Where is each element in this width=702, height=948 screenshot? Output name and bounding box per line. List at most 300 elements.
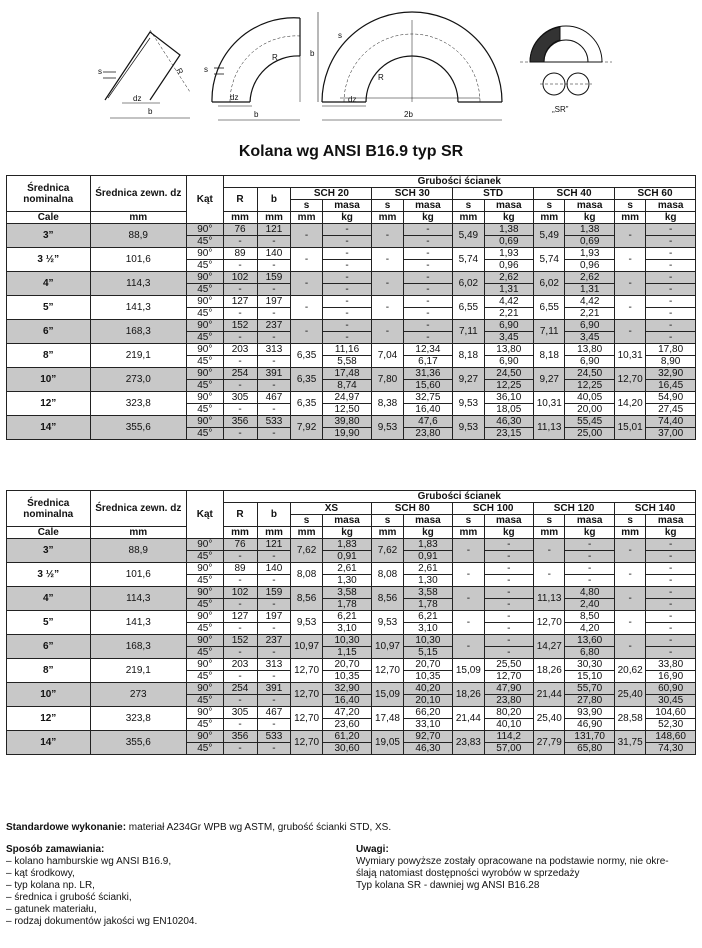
r-value-45: - <box>223 332 257 344</box>
b-value-45: - <box>257 575 291 587</box>
angle-90: 90° <box>187 272 224 284</box>
wall-s: 14,27 <box>534 635 565 659</box>
mass-45: 12,70 <box>484 671 534 683</box>
b-value-45: - <box>257 260 291 272</box>
wall-s: 12,70 <box>534 611 565 635</box>
header-masa: masa <box>403 200 453 212</box>
header-r: R <box>223 188 257 212</box>
mass-45: 16,45 <box>646 380 696 392</box>
outer-diameter: 355,6 <box>90 416 187 440</box>
wall-s: 6,55 <box>453 296 484 320</box>
mass-45: 4,20 <box>565 623 615 635</box>
mass-45: 18,05 <box>484 404 534 416</box>
table-row <box>7 248 696 260</box>
b-value-45: - <box>257 284 291 296</box>
mass-45: 1,15 <box>322 647 372 659</box>
wall-s: 6,35 <box>291 368 322 392</box>
mass-90: 3,58 <box>322 587 372 599</box>
mass-90: 4,80 <box>565 587 615 599</box>
unit-kg: kg <box>403 212 453 224</box>
wall-s: - <box>291 320 322 344</box>
mass-90: - <box>484 635 534 647</box>
mass-90: 60,90 <box>646 683 696 695</box>
mass-45: 2,40 <box>565 599 615 611</box>
mass-90: 80,20 <box>484 707 534 719</box>
header-schedule: SCH 100 <box>453 503 534 515</box>
remarks-line: ślają natomiast dostępności wyrobów w sprzedaży <box>356 868 580 879</box>
wall-s: 12,70 <box>291 707 322 731</box>
remarks-section <box>356 844 696 928</box>
mass-90: - <box>484 587 534 599</box>
sr-section-drawing <box>520 26 612 114</box>
spec-table-1 <box>6 175 696 440</box>
angle-90: 90° <box>187 731 224 743</box>
mass-90: 4,42 <box>565 296 615 308</box>
mass-45: 20,00 <box>565 404 615 416</box>
mass-90: - <box>484 563 534 575</box>
angle-45: 45° <box>187 695 224 707</box>
mass-90: 12,34 <box>403 344 453 356</box>
wall-s: - <box>534 563 565 587</box>
angle-45: 45° <box>187 599 224 611</box>
header-schedule: XS <box>291 503 372 515</box>
wall-s: 6,55 <box>534 296 565 320</box>
mass-90: - <box>646 539 696 551</box>
mass-45: 1,78 <box>403 599 453 611</box>
b-value-45: - <box>257 332 291 344</box>
mass-45: - <box>646 551 696 563</box>
r-value-45: - <box>223 623 257 635</box>
mass-90: 30,30 <box>565 659 615 671</box>
header-s: s <box>534 515 565 527</box>
outer-diameter: 168,3 <box>90 320 187 344</box>
mass-90: 8,50 <box>565 611 615 623</box>
wall-s: 25,40 <box>534 707 565 731</box>
mass-45: 3,10 <box>403 623 453 635</box>
b-value-45: - <box>257 743 291 755</box>
mass-90: 40,05 <box>565 392 615 404</box>
unit-kg: kg <box>484 527 534 539</box>
r-value-45: - <box>223 260 257 272</box>
b-value: 467 <box>257 392 291 404</box>
mass-45: 3,45 <box>484 332 534 344</box>
wall-s: 5,49 <box>453 224 484 248</box>
header-s: s <box>372 200 403 212</box>
mass-90: 20,70 <box>403 659 453 671</box>
mass-90: - <box>322 296 372 308</box>
wall-s: - <box>614 272 645 296</box>
nominal-size: 12” <box>7 707 91 731</box>
table-row <box>7 368 696 380</box>
drawing3-label-s: s <box>338 31 342 40</box>
order-item: – kolano hamburskie wg ANSI B16.9, <box>6 856 346 868</box>
b-value: 140 <box>257 248 291 260</box>
mass-90: 61,20 <box>322 731 372 743</box>
r-value: 152 <box>223 320 257 332</box>
mass-90: 55,45 <box>565 416 615 428</box>
angle-90: 90° <box>187 344 224 356</box>
sr-label: „SR” <box>552 105 569 114</box>
wall-s: - <box>614 587 645 611</box>
standard-execution <box>6 822 696 834</box>
mass-45: 5,15 <box>403 647 453 659</box>
mass-45: 23,80 <box>403 428 453 440</box>
wall-s: 8,08 <box>291 563 322 587</box>
mass-45: - <box>403 236 453 248</box>
header-nominal: Średnica nominalna <box>7 491 91 527</box>
mass-90: 3,58 <box>403 587 453 599</box>
remarks-line: Typ kolana SR - dawniej wg ANSI B16.28 <box>356 880 540 891</box>
r-value-45: - <box>223 380 257 392</box>
mass-90: - <box>565 563 615 575</box>
drawing2-label-s: s <box>204 65 208 74</box>
r-value-45: - <box>223 695 257 707</box>
mass-45: 27,45 <box>646 404 696 416</box>
angle-45: 45° <box>187 575 224 587</box>
mass-90: 10,30 <box>403 635 453 647</box>
b-value: 121 <box>257 539 291 551</box>
drawing2-label-dz: dz <box>230 93 239 102</box>
b-value-45: - <box>257 695 291 707</box>
unit-cale: Cale <box>7 527 91 539</box>
unit-cale: Cale <box>7 212 91 224</box>
outer-diameter: 323,8 <box>90 392 187 416</box>
wall-s: 6,35 <box>291 392 322 416</box>
angle-90: 90° <box>187 587 224 599</box>
mass-45: 3,45 <box>565 332 615 344</box>
mass-90: - <box>403 224 453 236</box>
mass-90: 6,21 <box>403 611 453 623</box>
mass-45: 16,40 <box>403 404 453 416</box>
mass-45: 15,60 <box>403 380 453 392</box>
mass-90: - <box>646 611 696 623</box>
mass-90: 2,62 <box>484 272 534 284</box>
unit-mm: mm <box>534 527 565 539</box>
header-s: s <box>291 200 322 212</box>
drawing-label-s: s <box>98 67 102 76</box>
mass-45: - <box>322 332 372 344</box>
table-row <box>7 539 696 551</box>
r-value: 102 <box>223 272 257 284</box>
wall-s: 11,13 <box>534 416 565 440</box>
nominal-size: 6” <box>7 635 91 659</box>
outer-diameter: 141,3 <box>90 296 187 320</box>
wall-s: - <box>372 296 403 320</box>
wall-s: 18,26 <box>453 683 484 707</box>
wall-s: 8,18 <box>453 344 484 368</box>
mass-90: 104,60 <box>646 707 696 719</box>
table-row <box>7 272 696 284</box>
header-nominal: Średnica nominalna <box>7 176 91 212</box>
b-value: 313 <box>257 344 291 356</box>
wall-s: 21,44 <box>534 683 565 707</box>
outer-diameter: 219,1 <box>90 344 187 368</box>
nominal-size: 5” <box>7 611 91 635</box>
wall-s: 10,97 <box>372 635 403 659</box>
outer-diameter: 101,6 <box>90 563 187 587</box>
mass-45: - <box>646 236 696 248</box>
wall-s: - <box>453 587 484 611</box>
mass-45: 3,10 <box>322 623 372 635</box>
mass-45: - <box>565 575 615 587</box>
table-row <box>7 635 696 647</box>
angle-90: 90° <box>187 368 224 380</box>
mass-90: 2,61 <box>403 563 453 575</box>
wall-s: - <box>453 563 484 587</box>
angle-90: 90° <box>187 563 224 575</box>
mass-45: 10,35 <box>322 671 372 683</box>
b-value: 237 <box>257 320 291 332</box>
wall-s: 31,75 <box>614 731 645 755</box>
header-schedule: SCH 40 <box>534 188 615 200</box>
mass-45: 40,10 <box>484 719 534 731</box>
wall-s: 6,02 <box>534 272 565 296</box>
b-value: 391 <box>257 368 291 380</box>
unit-mm: mm <box>90 212 187 224</box>
wall-s: 5,49 <box>534 224 565 248</box>
header-schedule: STD <box>453 188 534 200</box>
wall-s: 10,31 <box>614 344 645 368</box>
r-value: 254 <box>223 368 257 380</box>
angle-90: 90° <box>187 611 224 623</box>
unit-mm: mm <box>257 527 291 539</box>
drawing-label-r: R <box>174 66 185 77</box>
r-value: 76 <box>223 224 257 236</box>
nominal-size: 3 ½” <box>7 248 91 272</box>
remarks-line: Wymiary powyższe zostały opracowane na podstawie normy, nie okre- <box>356 856 669 867</box>
wall-s: - <box>372 224 403 248</box>
wall-s: 6,35 <box>291 344 322 368</box>
r-value-45: - <box>223 236 257 248</box>
header-schedule: SCH 60 <box>614 188 695 200</box>
mass-90: - <box>403 272 453 284</box>
mass-45: - <box>646 599 696 611</box>
b-value-45: - <box>257 404 291 416</box>
outer-diameter: 101,6 <box>90 248 187 272</box>
r-value: 203 <box>223 344 257 356</box>
r-value: 356 <box>223 416 257 428</box>
wall-s: - <box>291 272 322 296</box>
mass-90: 32,90 <box>322 683 372 695</box>
wall-s: 9,53 <box>291 611 322 635</box>
outer-diameter: 141,3 <box>90 611 187 635</box>
mass-90: - <box>646 563 696 575</box>
r-value-45: - <box>223 671 257 683</box>
mass-90: - <box>484 539 534 551</box>
nominal-size: 8” <box>7 659 91 683</box>
outer-diameter: 168,3 <box>90 635 187 659</box>
b-value-45: - <box>257 671 291 683</box>
b-value: 197 <box>257 296 291 308</box>
mass-90: 114,2 <box>484 731 534 743</box>
r-value-45: - <box>223 428 257 440</box>
angle-45: 45° <box>187 284 224 296</box>
wall-s: 9,53 <box>453 392 484 416</box>
r-value-45: - <box>223 719 257 731</box>
angle-90: 90° <box>187 707 224 719</box>
mass-90: - <box>322 224 372 236</box>
unit-mm: mm <box>223 527 257 539</box>
wall-s: 8,56 <box>372 587 403 611</box>
mass-90: 93,90 <box>565 707 615 719</box>
wall-s: 9,53 <box>453 416 484 440</box>
mass-90: 74,40 <box>646 416 696 428</box>
header-schedule: SCH 140 <box>614 503 695 515</box>
table-row <box>7 611 696 623</box>
elbow-drawings <box>0 0 702 135</box>
unit-mm: mm <box>223 212 257 224</box>
mass-90: 47,20 <box>322 707 372 719</box>
mass-45: - <box>646 623 696 635</box>
header-masa: masa <box>484 200 534 212</box>
b-value: 467 <box>257 707 291 719</box>
angle-45: 45° <box>187 719 224 731</box>
mass-45: 6,80 <box>565 647 615 659</box>
mass-45: 46,90 <box>565 719 615 731</box>
mass-45: - <box>565 551 615 563</box>
wall-s: 7,62 <box>372 539 403 563</box>
mass-90: 1,93 <box>565 248 615 260</box>
mass-45: 25,00 <box>565 428 615 440</box>
r-value: 356 <box>223 731 257 743</box>
mass-45: 16,90 <box>646 671 696 683</box>
header-s: s <box>453 515 484 527</box>
mass-90: 47,90 <box>484 683 534 695</box>
wall-s: 19,05 <box>372 731 403 755</box>
outer-diameter: 219,1 <box>90 659 187 683</box>
unit-mm: mm <box>614 212 645 224</box>
mass-90: - <box>322 272 372 284</box>
mass-45: - <box>646 647 696 659</box>
mass-45: 1,31 <box>565 284 615 296</box>
mass-90: 32,75 <box>403 392 453 404</box>
mass-45: 37,00 <box>646 428 696 440</box>
unit-kg: kg <box>403 527 453 539</box>
mass-90: - <box>403 248 453 260</box>
unit-mm: mm <box>90 527 187 539</box>
wall-s: 12,70 <box>291 683 322 707</box>
nominal-size: 10” <box>7 683 91 707</box>
r-value: 127 <box>223 296 257 308</box>
b-value-45: - <box>257 551 291 563</box>
header-schedule: SCH 30 <box>372 188 453 200</box>
mass-45: 1,30 <box>403 575 453 587</box>
mass-45: - <box>403 308 453 320</box>
angle-90: 90° <box>187 416 224 428</box>
mass-45: 23,15 <box>484 428 534 440</box>
outer-diameter: 273 <box>90 683 187 707</box>
angle-90: 90° <box>187 392 224 404</box>
mass-90: - <box>646 320 696 332</box>
angle-90: 90° <box>187 659 224 671</box>
header-masa: masa <box>646 200 696 212</box>
angle-45: 45° <box>187 260 224 272</box>
drawing3-label-b: b <box>310 49 315 58</box>
unit-mm: mm <box>291 212 322 224</box>
mass-90: 1,93 <box>484 248 534 260</box>
wall-s: 25,40 <box>614 683 645 707</box>
drawing2-label-b: b <box>254 110 259 119</box>
b-value-45: - <box>257 719 291 731</box>
r-value: 305 <box>223 392 257 404</box>
angle-90: 90° <box>187 683 224 695</box>
mass-45: 0,96 <box>565 260 615 272</box>
mass-45: 52,30 <box>646 719 696 731</box>
wall-s: 20,62 <box>614 659 645 683</box>
mass-45: 74,30 <box>646 743 696 755</box>
b-value: 140 <box>257 563 291 575</box>
order-title: Sposób zamawiania: <box>6 844 105 855</box>
wall-s: 9,27 <box>534 368 565 392</box>
table-row <box>7 731 696 743</box>
table-row <box>7 392 696 404</box>
wall-s: 9,53 <box>372 611 403 635</box>
header-masa: masa <box>322 515 372 527</box>
wall-s: 11,13 <box>534 587 565 611</box>
r-value-45: - <box>223 284 257 296</box>
mass-45: 6,90 <box>565 356 615 368</box>
elbow-90-drawing <box>204 18 300 120</box>
wall-s: 10,31 <box>534 392 565 416</box>
unit-mm: mm <box>291 527 322 539</box>
mass-45: 1,30 <box>322 575 372 587</box>
nominal-size: 14” <box>7 416 91 440</box>
mass-45: 6,17 <box>403 356 453 368</box>
angle-45: 45° <box>187 332 224 344</box>
mass-45: 6,90 <box>484 356 534 368</box>
mass-45: - <box>646 284 696 296</box>
mass-45: 12,25 <box>484 380 534 392</box>
mass-90: 24,50 <box>484 368 534 380</box>
mass-45: 12,50 <box>322 404 372 416</box>
wall-s: - <box>614 611 645 635</box>
b-value-45: - <box>257 599 291 611</box>
order-item: – rodzaj dokumentów jakości wg EN10204. <box>6 916 346 928</box>
wall-s: - <box>291 248 322 272</box>
wall-s: - <box>614 635 645 659</box>
wall-s: 17,48 <box>372 707 403 731</box>
elbow-45-drawing <box>98 30 190 118</box>
mass-90: 24,50 <box>565 368 615 380</box>
angle-45: 45° <box>187 647 224 659</box>
mass-90: - <box>646 224 696 236</box>
angle-45: 45° <box>187 356 224 368</box>
angle-45: 45° <box>187 236 224 248</box>
outer-diameter: 88,9 <box>90 224 187 248</box>
r-value: 305 <box>223 707 257 719</box>
wall-s: - <box>453 635 484 659</box>
unit-kg: kg <box>322 527 372 539</box>
mass-45: 15,10 <box>565 671 615 683</box>
notes-section <box>6 822 696 928</box>
order-item: – typ kolana np. LR, <box>6 880 346 892</box>
unit-mm: mm <box>614 527 645 539</box>
angle-90: 90° <box>187 635 224 647</box>
mass-90: 25,50 <box>484 659 534 671</box>
angle-90: 90° <box>187 539 224 551</box>
mass-90: - <box>403 296 453 308</box>
wall-s: 14,20 <box>614 392 645 416</box>
mass-90: 2,62 <box>565 272 615 284</box>
b-value: 313 <box>257 659 291 671</box>
table-row <box>7 416 696 428</box>
mass-45: 30,45 <box>646 695 696 707</box>
mass-90: 6,90 <box>484 320 534 332</box>
unit-kg: kg <box>646 527 696 539</box>
header-schedule: SCH 20 <box>291 188 372 200</box>
mass-90: 10,30 <box>322 635 372 647</box>
drawing2-label-r: R <box>272 53 278 62</box>
